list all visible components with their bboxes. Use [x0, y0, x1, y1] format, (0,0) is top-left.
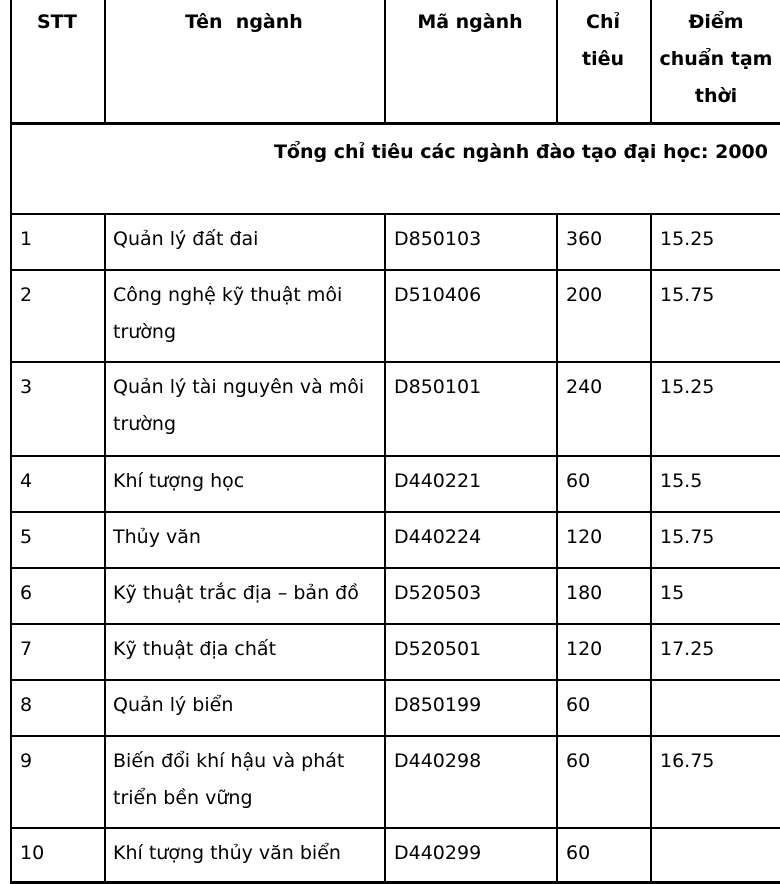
header-divider [104, 0, 106, 124]
cell-stt: 4 [20, 470, 33, 492]
cell-ten-nganh: Kỹ thuật trắc địa – bản đồ [113, 582, 359, 604]
cell-ten-nganh: Khí tượng học [113, 470, 245, 492]
header-divider [10, 0, 12, 124]
cell-ten-nganh-line1: Biến đổi khí hậu và phát [113, 750, 345, 772]
cell-ten-nganh-line2: trường [113, 321, 177, 343]
cell-ten-nganh: Khí tượng thủy văn biển [113, 842, 341, 864]
cell-ten-nganh-line1: Quản lý tài nguyên và môi [113, 376, 365, 398]
cell-chi-tieu: 360 [566, 228, 603, 250]
row-divider [10, 361, 780, 363]
row-divider [10, 213, 780, 215]
header-ma-nganh: Mã ngành [417, 11, 523, 33]
cell-ma-nganh: D510406 [394, 284, 482, 306]
cell-diem-chuan: 15.25 [660, 228, 715, 250]
header-diem-line2: chuẩn tạm [659, 48, 773, 70]
cell-ten-nganh: Quản lý đất đai [113, 228, 259, 250]
row-divider [10, 827, 780, 829]
header-chi-tieu-line2: tiêu [581, 48, 624, 70]
cell-stt: 1 [20, 228, 33, 250]
cell-stt: 9 [20, 750, 33, 772]
cell-chi-tieu: 60 [566, 470, 591, 492]
header-divider [650, 0, 652, 124]
cell-diem-chuan: 15.75 [660, 284, 715, 306]
cell-ten-nganh: Thủy văn [113, 526, 201, 548]
header-ten-nganh: Tên ngành [185, 11, 303, 33]
column-divider [556, 213, 558, 884]
cell-chi-tieu: 200 [566, 284, 603, 306]
row-divider [10, 269, 780, 271]
row-divider [10, 567, 780, 569]
cell-ma-nganh: D440298 [394, 750, 482, 772]
cell-stt: 3 [20, 376, 33, 398]
cell-chi-tieu: 120 [566, 638, 603, 660]
row-divider [10, 511, 780, 513]
cell-stt: 2 [20, 284, 33, 306]
cell-ma-nganh: D850199 [394, 694, 482, 716]
header-divider [384, 0, 386, 124]
cell-stt: 5 [20, 526, 33, 548]
row-divider [10, 623, 780, 625]
cell-diem-chuan: 17.25 [660, 638, 715, 660]
cell-ma-nganh: D520503 [394, 582, 482, 604]
cell-chi-tieu: 60 [566, 694, 591, 716]
row-divider [10, 455, 780, 457]
cell-chi-tieu: 60 [566, 842, 591, 864]
header-diem-line3: thời [694, 85, 738, 107]
cell-diem-chuan: 15.5 [660, 470, 703, 492]
column-divider [104, 213, 106, 884]
cell-diem-chuan: 15.75 [660, 526, 715, 548]
cell-ma-nganh: D850101 [394, 376, 482, 398]
cell-stt: 6 [20, 582, 33, 604]
cell-chi-tieu: 180 [566, 582, 603, 604]
row-divider [10, 122, 780, 125]
header-chi-tieu-line1: Chỉ [586, 11, 620, 33]
header-diem-line1: Điểm [688, 11, 744, 33]
table-border-left [10, 124, 12, 213]
cell-stt: 7 [20, 638, 33, 660]
cell-ten-nganh-line1: Công nghệ kỹ thuật môi [113, 284, 343, 306]
header-divider [556, 0, 558, 124]
cell-ten-nganh: Kỹ thuật địa chất [113, 638, 277, 660]
cell-stt: 10 [20, 842, 45, 864]
total-quota-row: Tổng chỉ tiêu các ngành đào tạo đại học: 2000 [273, 141, 768, 163]
cell-ma-nganh: D520501 [394, 638, 482, 660]
column-divider [650, 213, 652, 884]
cell-ma-nganh: D850103 [394, 228, 482, 250]
cell-ma-nganh: D440299 [394, 842, 482, 864]
column-divider [10, 213, 12, 884]
cell-stt: 8 [20, 694, 33, 716]
cell-chi-tieu: 60 [566, 750, 591, 772]
cell-chi-tieu: 120 [566, 526, 603, 548]
row-divider [10, 735, 780, 737]
cell-diem-chuan: 16.75 [660, 750, 715, 772]
cell-chi-tieu: 240 [566, 376, 603, 398]
cell-diem-chuan: 15.25 [660, 376, 715, 398]
cell-ten-nganh: Quản lý biển [113, 694, 234, 716]
row-divider [10, 679, 780, 681]
header-stt: STT [36, 11, 78, 33]
cell-ma-nganh: D440224 [394, 526, 482, 548]
cell-ten-nganh-line2: triển bền vững [113, 787, 253, 809]
cell-ten-nganh-line2: trường [113, 413, 177, 435]
cell-diem-chuan: 15 [660, 582, 685, 604]
cell-ma-nganh: D440221 [394, 470, 482, 492]
column-divider [384, 213, 386, 884]
